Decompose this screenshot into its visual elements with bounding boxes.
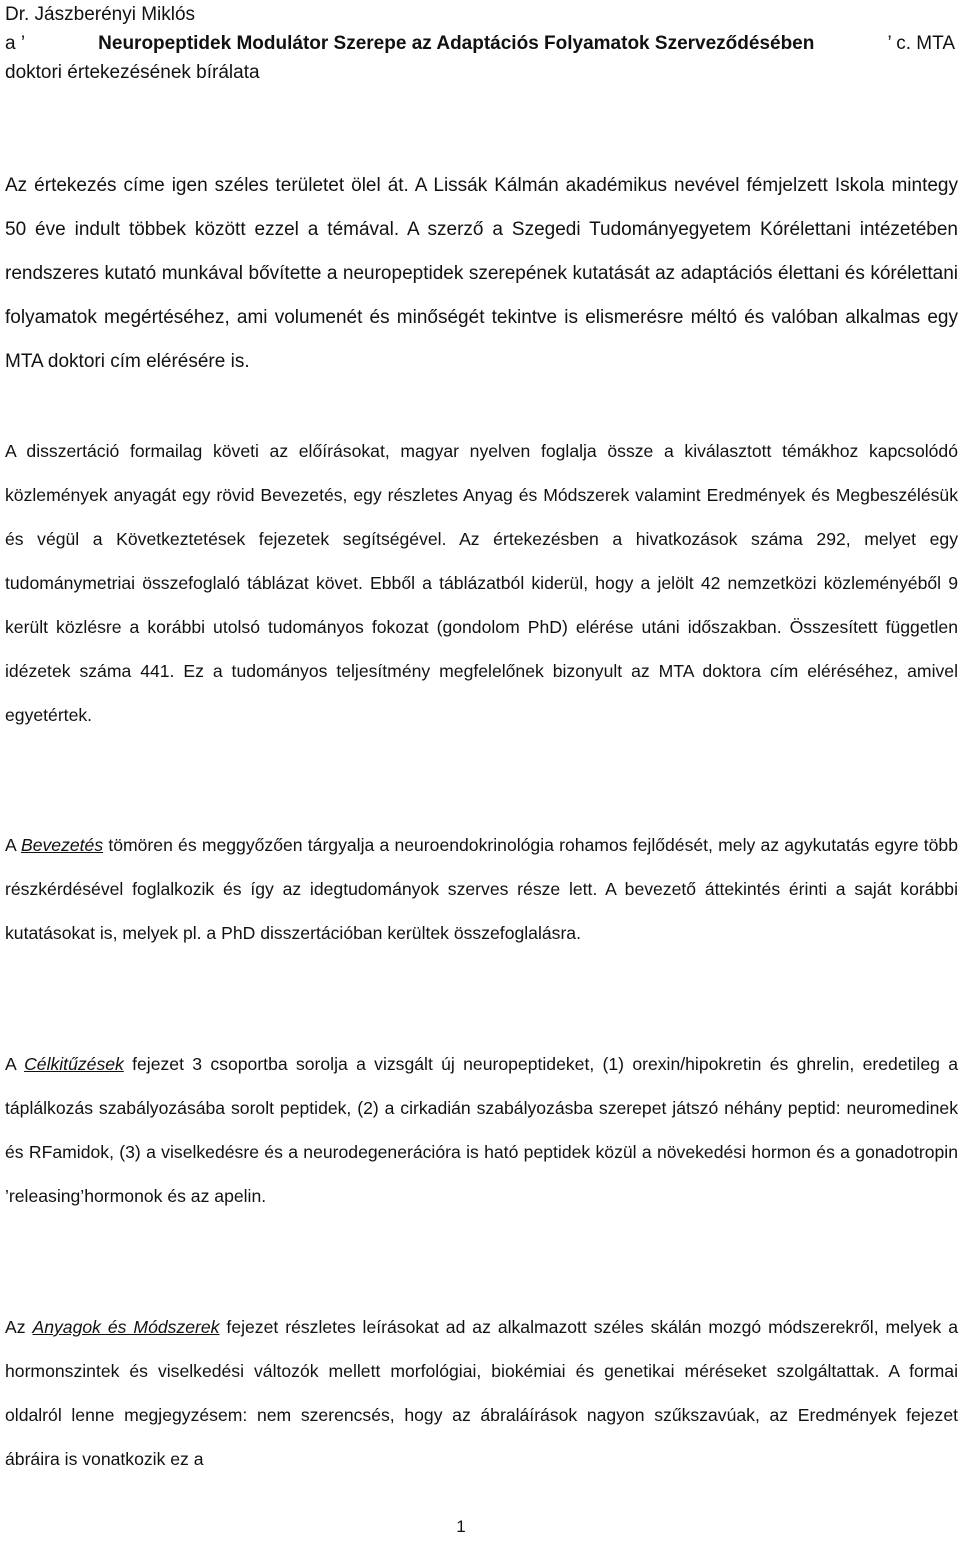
author-name: Dr. Jászberényi Miklós [5, 4, 196, 25]
paragraph-aims [5, 1042, 958, 1218]
review-title-line [5, 29, 955, 58]
anyagok-modszerek-link: Anyagok és Módszerek [32, 1317, 220, 1337]
paragraph-methods [5, 1305, 958, 1481]
paragraph-intro [5, 164, 958, 384]
dissertation-title: Neuropeptidek Modulátor Szerepe az Adaptációs Folyamatok Szerveződésében [98, 33, 815, 54]
bevezetes-link: Bevezetés [20, 835, 104, 855]
paragraph-intro-a: Az értekezés címe igen széles területet ölel át. A Lissák Kálmán akadémikus nevével fémjelzett Iskola mintegy 50 éve indult többek között ezzel a témával. [5, 175, 958, 240]
celkituzesek-link: Célkitűzések [24, 1054, 124, 1074]
p4-body: fejezet 3 csoportba sorolja a vizsgált új neuropeptideket, (1) orexin/hipokretin és ghrelin, eredetileg a táplálkozás szabályozásába sorolt peptidek, (2) a cirkadián szabályozásba szerepet játszó néhány peptid: neuromedinek és RFamidok, (3) a viselkedésre és a neurodegenerációra is ható peptidek közül a növekedési hormon és a gonadotropin ’releasing’hormonok és az apelin. [5, 1054, 958, 1206]
paragraph-intro-b: A szerző a Szegedi Tudományegyetem Kórélettani intézetében rendszeres kutató munkával bővítette a neuropeptidek szerepének kutatását az adaptációs élettani és kórélettani folyamatok megértéséhez, ami volumenét és minőségét tekintve is elismerésre méltó és valóban alkalmas egy MTA doktori cím elérésére is. [5, 219, 958, 372]
paragraph-formal: A disszertáció formailag követi az előírásokat, magyar nyelven foglalja össze a kiválasztott témákhoz kapcsolódó közlemények anyagát egy rövid Bevezetés, egy részletes Anyag és Módszerek valamint Eredmények és Megbeszélésük és végül a Következtetések fejezetek segítségével. Az értekezésben a hivatkozások száma 292, melyet egy tudománymetriai összefoglaló táblázat követ. Ebből a táblázatból kiderül, hogy a jelölt 42 nemzetközi közleményéből 9 került közlésre a korábbi utolsó tudományos fokozat (gondolom PhD) elérése utáni időszakban. Összesített független idézetek száma 441. Ez a tudományos teljesítmény megfelelőnek bizonyult az MTA doktora cím eléréséhez, amivel egyetértek. [5, 441, 958, 725]
p5-body: fejezet részletes leírásokat ad az alkalmazott széles skálán mozgó módszerekről, melyek a hormonszintek és viselkedési változók mellett morfológiai, biokémiai és genetikai méréseket szolgáltattak. A formai oldalról lenne megjegyzésem: nem szerencsés, hogy az ábraláírások nagyon szűkszavúak, az Eredmények fejezet ábráira is vonatkozik ez a [5, 1317, 959, 1469]
paragraph-introduction-chapter [5, 823, 958, 955]
page-number: 1 [456, 1517, 466, 1536]
p3-body: tömören és meggyőzően tárgyalja a neuroendokrinológia rohamos fejlődését, mely az agykutatás egyre több részkérdésével foglalkozik és így az idegtudományok szerves része lett. A bevezető áttekintés érinti a saját korábbi kutatásokat is, melyek pl. a PhD disszertációban kerültek összefoglalásra. [5, 835, 958, 943]
p3-prefix: A [5, 835, 21, 855]
p5-prefix: Az [5, 1317, 33, 1337]
title-prefix: a ’ [5, 33, 26, 54]
review-subtitle: doktori értekezésének bírálata [5, 62, 260, 83]
document-header [5, 0, 955, 87]
title-suffix: ’ c. MTA [887, 33, 955, 54]
p4-prefix: A [5, 1054, 25, 1074]
